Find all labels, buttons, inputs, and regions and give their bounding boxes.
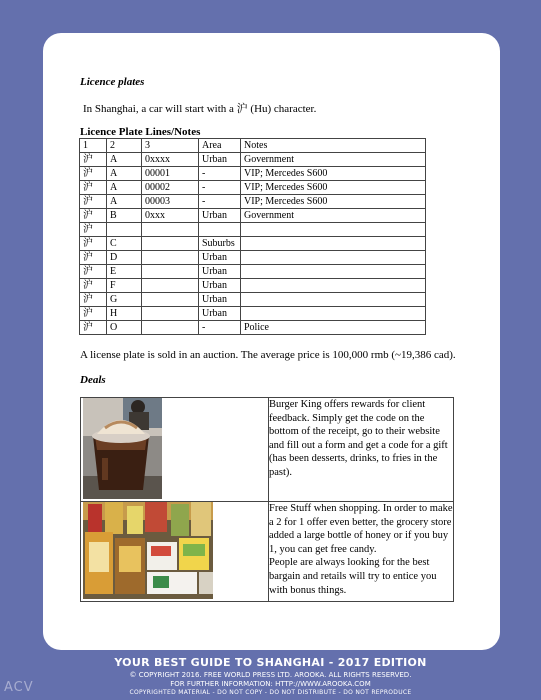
table-row: [80, 153, 426, 167]
table-cell: Urban: [199, 153, 241, 167]
deal-image-cell: [81, 398, 269, 502]
table-cell: 沪: [80, 265, 107, 279]
iced-drink-photo: [83, 398, 162, 499]
table-cell: [142, 293, 199, 307]
table-row: [80, 209, 426, 223]
table-cell: -: [199, 181, 241, 195]
table-cell: [241, 237, 426, 251]
footer-title: YOUR BEST GUIDE TO SHANGHAI - 2017 EDITION: [114, 656, 427, 669]
table-cell: [241, 223, 426, 237]
licence-intro: In Shanghai, a car will start with a 沪 (Hu) character.: [83, 103, 317, 115]
deal-row: [81, 398, 454, 502]
table-cell: 0xxxx: [142, 153, 199, 167]
table-row: [80, 237, 426, 251]
table-cell: [142, 223, 199, 237]
table-cell: A: [107, 167, 142, 181]
table-row: [80, 167, 426, 181]
table-cell: -: [199, 195, 241, 209]
table-cell: 沪: [80, 181, 107, 195]
table-cell: 沪: [80, 279, 107, 293]
table-cell: [142, 307, 199, 321]
table-cell: A: [107, 153, 142, 167]
footer-notice: COPYRIGHTED MATERIAL - DO NOT COPY - DO NOT DISTRIBUTE - DO NOT REPRODUCE: [129, 689, 412, 696]
table-cell: 沪: [80, 237, 107, 251]
table-cell: [241, 251, 426, 265]
table-cell: 沪: [80, 251, 107, 265]
table-cell: 沪: [80, 153, 107, 167]
table-cell: Urban: [199, 265, 241, 279]
table-cell: A: [107, 195, 142, 209]
auction-note: A license plate is sold in an auction. The average price is 100,000 rmb (~19,386 cad).: [80, 349, 456, 361]
column-header: 3: [142, 139, 199, 153]
table-cell: Urban: [199, 251, 241, 265]
table-cell: E: [107, 265, 142, 279]
table-cell: F: [107, 279, 142, 293]
table-cell: 沪: [80, 293, 107, 307]
grocery-shelf-photo: [83, 502, 213, 599]
table-cell: A: [107, 181, 142, 195]
table-cell: 00003: [142, 195, 199, 209]
deal-description-cell: [269, 398, 454, 502]
table-row: [80, 321, 426, 335]
footer-copyright: © COPYRIGHT 2016. FREE WORLD PRESS LTD. AROOKA. ALL RIGHTS RESERVED.: [129, 671, 412, 679]
table-cell: -: [199, 321, 241, 335]
table-row: [80, 251, 426, 265]
table-cell: [199, 223, 241, 237]
column-header: 2: [107, 139, 142, 153]
deal-image-cell: [81, 502, 269, 602]
table-cell: [241, 307, 426, 321]
footer-info: FOR FURTHER INFORMATION: HTTP://WWW.AROOKA.COM: [170, 680, 371, 688]
table-cell: B: [107, 209, 142, 223]
deal-description-cell: [269, 502, 454, 602]
table-cell: 沪: [80, 195, 107, 209]
column-header: Notes: [241, 139, 426, 153]
plate-table-heading: Licence Plate Lines/Notes: [80, 126, 201, 138]
table-cell: 00001: [142, 167, 199, 181]
table-header-row: [80, 139, 426, 153]
table-cell: Urban: [199, 307, 241, 321]
table-cell: [241, 279, 426, 293]
table-cell: O: [107, 321, 142, 335]
table-cell: C: [107, 237, 142, 251]
table-cell: [142, 265, 199, 279]
table-cell: Urban: [199, 279, 241, 293]
deals-table: [80, 397, 454, 602]
table-cell: [142, 237, 199, 251]
table-cell: [241, 265, 426, 279]
grocery-shelf-photo-art: [83, 502, 213, 599]
table-row: [80, 181, 426, 195]
table-cell: VIP; Mercedes S600: [241, 167, 426, 181]
iced-drink-photo-art: [83, 398, 162, 499]
table-cell: [241, 293, 426, 307]
table-row: [80, 223, 426, 237]
licence-plate-table: [79, 138, 426, 335]
table-cell: [142, 321, 199, 335]
table-cell: VIP; Mercedes S600: [241, 181, 426, 195]
table-cell: 0xxx: [142, 209, 199, 223]
table-cell: H: [107, 307, 142, 321]
table-cell: 00002: [142, 181, 199, 195]
table-cell: Urban: [199, 209, 241, 223]
table-cell: G: [107, 293, 142, 307]
column-header: Area: [199, 139, 241, 153]
table-cell: Police: [241, 321, 426, 335]
document-page: [43, 33, 500, 650]
table-cell: 沪: [80, 321, 107, 335]
table-row: [80, 279, 426, 293]
table-cell: 沪: [80, 167, 107, 181]
table-cell: Government: [241, 153, 426, 167]
table-cell: D: [107, 251, 142, 265]
table-cell: 沪: [80, 209, 107, 223]
table-cell: [142, 251, 199, 265]
table-cell: 沪: [80, 307, 107, 321]
deals-heading: Deals: [80, 374, 106, 386]
table-cell: [142, 279, 199, 293]
table-row: [80, 293, 426, 307]
table-cell: -: [199, 167, 241, 181]
table-row: [80, 195, 426, 209]
deal-text: People are always looking for the best bargain and retails will try to entice you with bonus things.: [269, 557, 437, 596]
table-row: [80, 265, 426, 279]
deal-text: Burger King offers rewards for client feedback. Simply get the code on the bottom of the receipt, go to their website and fill out a form and get a code for a gift (has been desserts, drinks, to fries in the past).: [269, 399, 448, 478]
table-cell: [107, 223, 142, 237]
deal-row: [81, 502, 454, 602]
deal-text: Free Stuff when shopping. In order to make a 2 for 1 offer even better, the grocery store added a large bottle of honey or if you buy 1, you can get free candy.: [269, 503, 453, 555]
table-cell: Suburbs: [199, 237, 241, 251]
licence-heading: Licence plates: [80, 76, 145, 88]
table-row: [80, 307, 426, 321]
table-cell: VIP; Mercedes S600: [241, 195, 426, 209]
column-header: 1: [80, 139, 107, 153]
table-cell: Government: [241, 209, 426, 223]
table-cell: Urban: [199, 293, 241, 307]
table-cell: 沪: [80, 223, 107, 237]
watermark: ACV: [4, 680, 34, 695]
